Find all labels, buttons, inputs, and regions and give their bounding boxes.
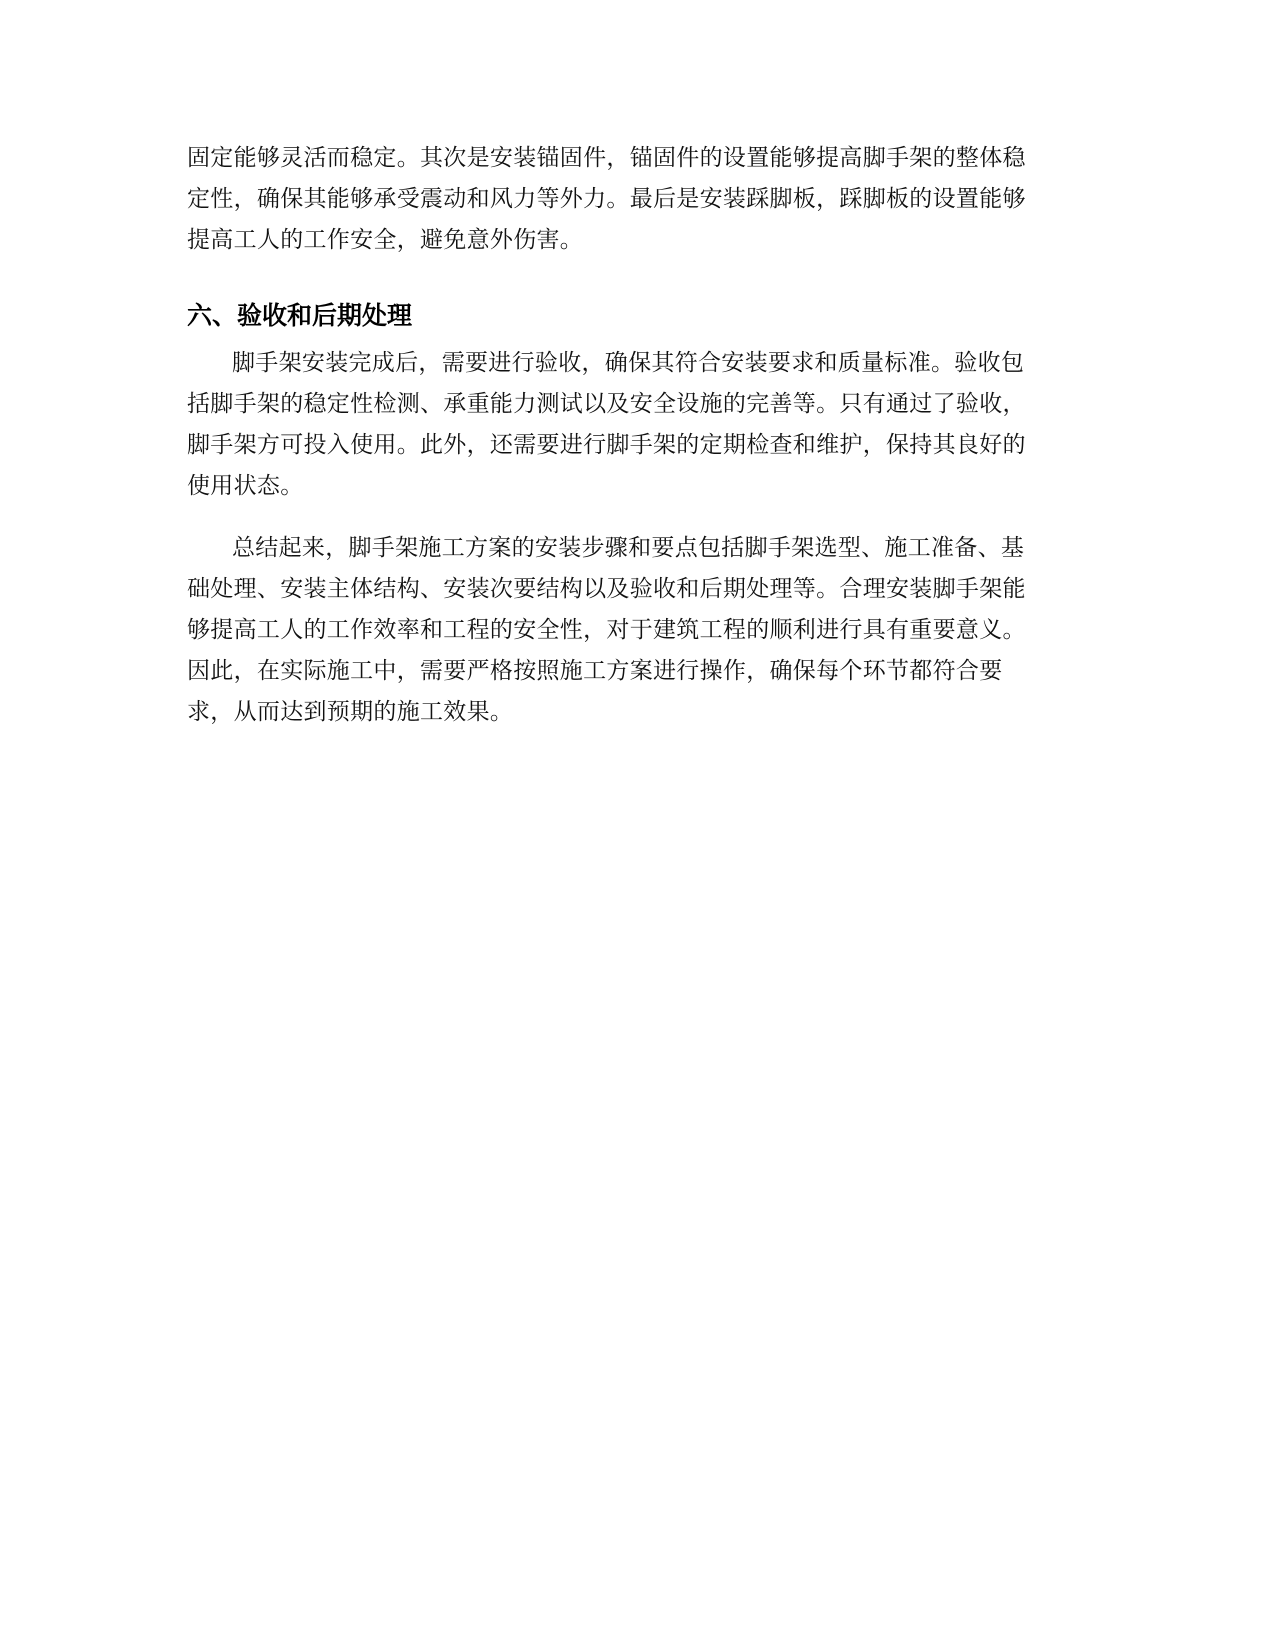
- paragraph-line: 固定能够灵活而稳定。其次是安装锚固件，锚固件的设置能够提高脚手架的整体稳: [187, 145, 1026, 171]
- paragraph-line: 脚手架安装完成后，需要进行验收，确保其符合安装要求和质量标准。验收包: [232, 350, 1025, 376]
- paragraph-line: 因此，在实际施工中，需要严格按照施工方案进行操作，确保每个环节都符合要: [187, 658, 1003, 684]
- paragraph-line: 使用状态。: [187, 473, 304, 499]
- paragraph-line: 总结起来，脚手架施工方案的安装步骤和要点包括脚手架选型、施工准备、基: [232, 535, 1025, 561]
- paragraph-line: 括脚手架的稳定性检测、承重能力测试以及安全设施的完善等。只有通过了验收，: [187, 391, 1026, 417]
- paragraph-line: 提高工人的工作安全，避免意外伤害。: [187, 227, 584, 253]
- paragraph-line: 够提高工人的工作效率和工程的安全性，对于建筑工程的顺利进行具有重要意义。: [187, 617, 1026, 643]
- paragraph-line: 定性，确保其能够承受震动和风力等外力。最后是安装踩脚板，踩脚板的设置能够: [187, 186, 1026, 212]
- paragraph-line: 脚手架方可投入使用。此外，还需要进行脚手架的定期检查和维护，保持其良好的: [187, 432, 1026, 458]
- paragraph-line: 求，从而达到预期的施工效果。: [187, 699, 514, 725]
- section-heading: 六、验收和后期处理: [187, 301, 413, 330]
- paragraph-line: 础处理、安装主体结构、安装次要结构以及验收和后期处理等。合理安装脚手架能: [187, 576, 1026, 602]
